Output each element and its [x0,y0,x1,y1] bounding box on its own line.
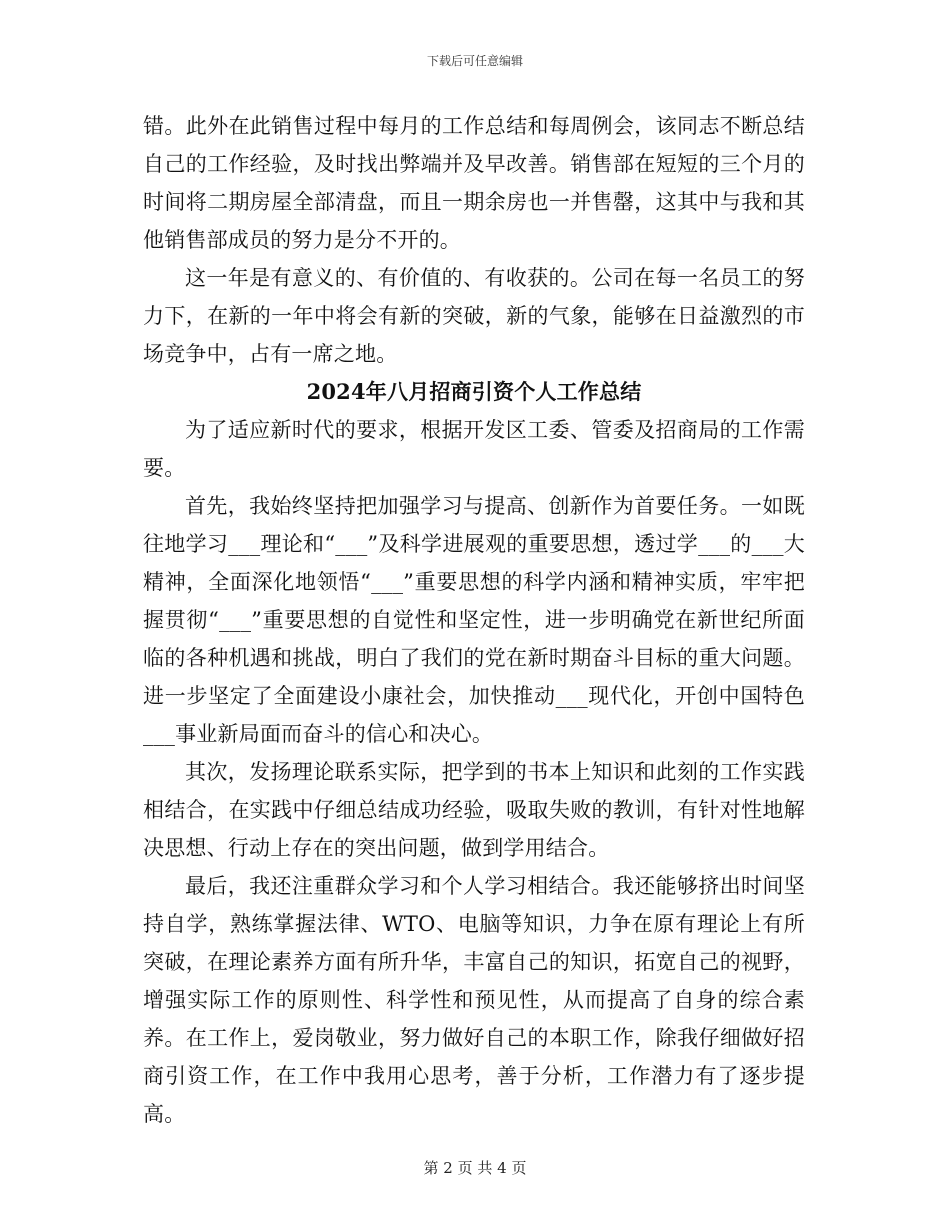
paragraph-year-summary: 这一年是有意义的、有价值的、有收获的。公司在每一名员工的努力下，在新的一年中将会有新的突破，新的气象，能够在日益激烈的市场竞争中，占有一席之地。 [143,266,805,366]
paragraph-last: 最后，我还注重群众学习和个人学习相结合。我还能够挤出时间坚持自学，熟练掌握法律、WTO、电脑等知识，力争在原有理论上有所突破，在理论素养方面有所升华，丰富自己的知识，拓宽自己的视野，增强实际工作的原则性、科学性和预见性，从而提高了自身的综合素养。在工作上，爱岗敬业，努力做好自己的本职工作，除我仔细做好招商引资工作，在工作中我用心思考，善于分析，工作潜力有了逐步提高。 [143,874,805,1126]
paragraph-continuation: 错。此外在此销售过程中每月的工作总结和每周例会，该同志不断总结自己的工作经验，及时找出弊端并及早改善。销售部在短短的三个月的时间将二期房屋全部清盘，而且一期余房也一并售罄，这其中与我和其他销售部成员的努力是分不开的。 [143,114,805,252]
paragraph-first: 首先，我始终坚持把加强学习与提高、创新作为首要任务。一如既往地学习___理论和“___”及科学进展观的重要思想，透过学___的___大精神，全面深化地领悟“___”重要思想的科学内涵和精神实质，牢牢把握贯彻“___”重要思想的自觉性和坚定性，进一步明确党在新世纪所面临的各种机遇和挑战，明白了我们的党在新时期奋斗目标的重大问题。进一步坚定了全面建设小康社会，加快推动___现代化，开创中国特色___事业新局面而奋斗的信心和决心。 [143,494,805,746]
paragraph-second: 其次，发扬理论联系实际，把学到的书本上知识和此刻的工作实践相结合，在实践中仔细总结成功经验，吸取失败的教训，有针对性地解决思想、行动上存在的突出问题，做到学用结合。 [143,760,805,860]
paragraph-intro: 为了适应新时代的要求，根据开发区工委、管委及招商局的工作需要。 [143,418,805,480]
page-number: 第 2 页 共 4 页 [423,1159,527,1177]
section-title: 2024年八月招商引资个人工作总结 [306,379,642,404]
document-body [143,107,805,1133]
page-header-note: 下载后可任意编辑 [426,54,523,68]
